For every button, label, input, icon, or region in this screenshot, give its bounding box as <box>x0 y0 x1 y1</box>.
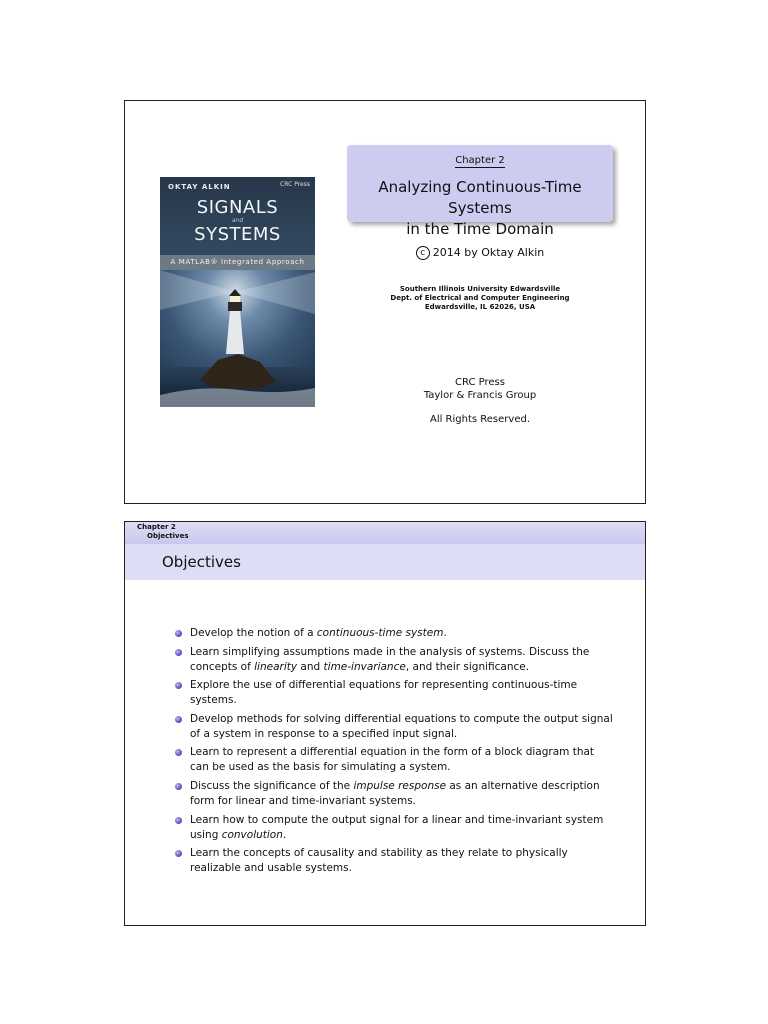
list-item <box>175 813 615 843</box>
bullet-emphasis: continuous-time system <box>316 627 444 639</box>
publisher-line1: CRC Press <box>455 377 505 388</box>
publisher-line2: Taylor & Francis Group <box>423 390 537 401</box>
bullet-icon <box>175 850 182 857</box>
bullet-text: Learn to represent a differential equation in the form of a block diagram that can be used as the basis for simulating a system. <box>190 746 595 774</box>
title-slide <box>124 100 646 504</box>
bullet-icon <box>175 649 182 656</box>
list-item <box>175 779 615 809</box>
book-cover-image <box>160 177 315 407</box>
bullet-text: Develop methods for solving differential equations to compute the output signal of a system in response to a specified input signal. <box>190 712 613 740</box>
bullet-emphasis: linearity <box>254 660 298 673</box>
bullet-text: , and their significance. <box>405 660 530 673</box>
bullet-text: Discuss the significance of the <box>190 779 354 792</box>
bullet-icon <box>175 630 182 637</box>
bullet-text: Explore the use of differential equations for representing continuous-time systems. <box>190 679 578 707</box>
list-item <box>175 745 615 775</box>
chapter-title-line2: in the Time Domain <box>406 220 554 238</box>
list-item <box>175 645 615 675</box>
lighthouse-illustration <box>160 270 315 407</box>
bullet-icon <box>175 817 182 824</box>
chapter-title-line1: Analyzing Continuous-Time Systems <box>378 178 582 217</box>
bullet-text: Learn how to compute the output signal for a linear and time-invariant system using <box>190 813 604 841</box>
bullet-text: as an alternative description form for linear and time-invariant systems. <box>190 779 600 807</box>
bullet-icon <box>175 783 182 790</box>
frame-title: Objectives <box>162 553 241 571</box>
affiliation-line3: Edwardsville, IL 62026, USA <box>424 303 536 311</box>
frame-title-bar <box>125 544 645 580</box>
bullet-text: . <box>443 627 447 639</box>
cover-title-signals: SIGNALS <box>196 197 279 218</box>
nav-section: Objectives <box>147 532 189 540</box>
cover-author: OKTAY ALKIN <box>168 183 231 191</box>
chapter-label-text: Chapter 2 <box>455 155 505 166</box>
chapter-title-box <box>347 145 613 238</box>
cover-subtitle: A MATLAB® Integrated Approach <box>160 255 315 270</box>
copyright-text: 2014 by Oktay Alkin <box>432 246 545 259</box>
cover-publisher: CRC Press <box>280 181 310 188</box>
objectives-slide <box>124 521 646 926</box>
bullet-text: . <box>282 828 287 841</box>
bullet-icon <box>175 749 182 756</box>
bullet-text: Develop the notion of a <box>190 627 317 639</box>
cover-title-and: and <box>231 217 244 224</box>
bullet-icon <box>175 716 182 723</box>
objectives-list <box>175 626 615 880</box>
copyright-line <box>347 246 613 260</box>
rights-notice: All Rights Reserved. <box>429 414 531 425</box>
list-item <box>175 626 615 641</box>
list-item <box>175 712 615 742</box>
affiliation-line1: Southern Illinois University Edwardsville <box>399 285 561 293</box>
bullet-emphasis: time-invariance <box>323 660 406 673</box>
list-item <box>175 846 615 876</box>
bullet-emphasis: impulse response <box>353 779 447 792</box>
nav-chapter: Chapter 2 <box>137 523 176 531</box>
list-item <box>175 678 615 708</box>
cover-title-systems: SYSTEMS <box>194 224 281 245</box>
affiliation-line2: Dept. of Electrical and Computer Engineering <box>390 294 570 302</box>
chapter-label <box>347 155 613 166</box>
copyright-icon: c <box>416 246 430 260</box>
publisher <box>347 376 613 402</box>
bullet-text: and <box>297 660 324 673</box>
bullet-text: Learn the concepts of causality and stability as they relate to physically realizable and usable systems. <box>190 847 568 875</box>
affiliation <box>347 285 613 312</box>
bullet-icon <box>175 682 182 689</box>
chapter-title <box>347 177 613 240</box>
bullet-emphasis: convolution <box>221 828 283 841</box>
navigation-header <box>125 522 645 544</box>
bullet-text: Learn simplifying assumptions made in the analysis of systems. Discuss the concepts of <box>190 645 590 673</box>
